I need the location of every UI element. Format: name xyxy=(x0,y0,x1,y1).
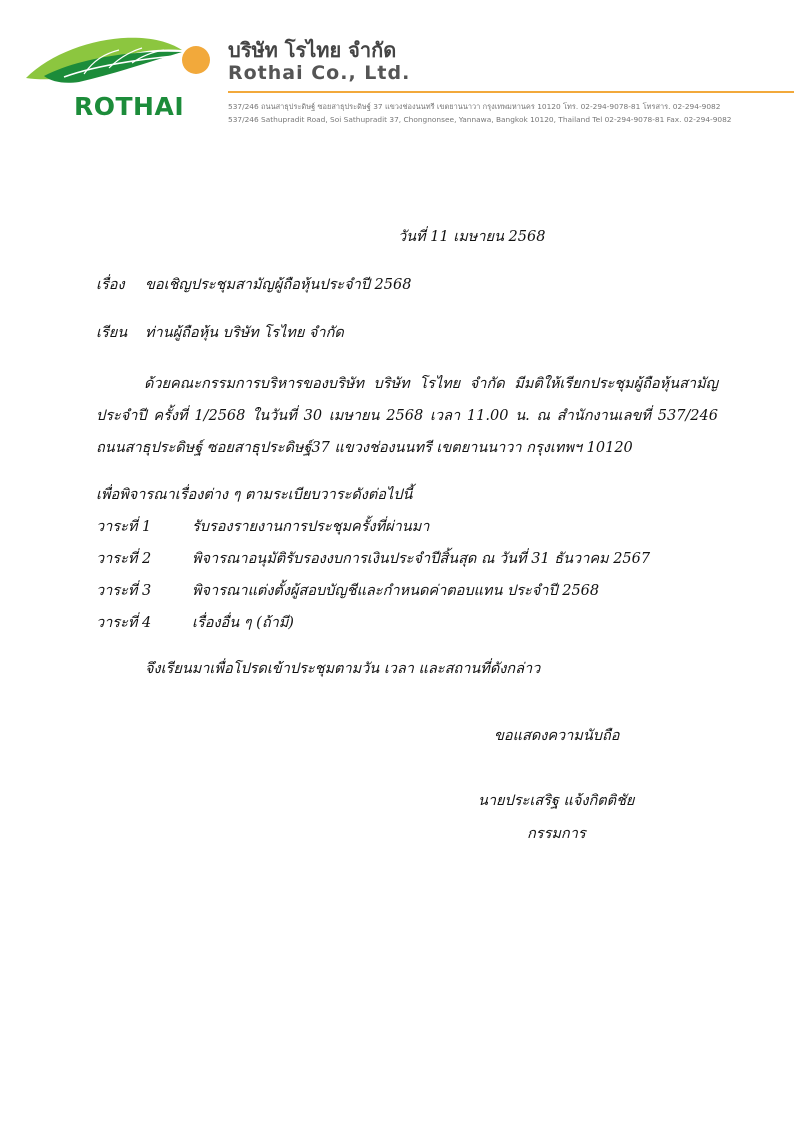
agenda-item-4-label: วาระที่ 4 xyxy=(96,615,152,631)
signer-name: นายประเสริฐ แจ้งกิตติชัย xyxy=(478,793,635,809)
agenda-intro: เพื่อพิจารณาเรื่องต่าง ๆ ตามระเบียบวาระดังต่อไปนี้ xyxy=(96,487,413,503)
agenda-item-1-text: รับรองรายงานการประชุมครั้งที่ผ่านมา xyxy=(192,519,430,535)
header-divider xyxy=(228,91,794,93)
company-logo xyxy=(24,30,224,125)
address-english: 537/246 Sathupradit Road, Soi Sathupradit 37, Chongnonsee, Yannawa, Bangkok 10120, Thailand Tel 02-294-9078-81 Fax. 02-294-9082 xyxy=(228,115,732,124)
company-name-english: Rothai Co., Ltd. xyxy=(228,62,411,84)
agenda-item-3-text: พิจารณาแต่งตั้งผู้สอบบัญชีและกำหนดค่าตอบแทน ประจำปี 2568 xyxy=(192,583,600,599)
letter-date: วันที่ 11 เมษายน 2568 xyxy=(398,229,546,245)
signer-title: กรรมการ xyxy=(527,826,586,842)
company-name-thai: บริษัท โรไทย จำกัด xyxy=(228,38,397,62)
agenda-item-2-text: พิจารณาอนุมัติรับรองงบการเงินประจำปีสิ้นสุด ณ วันที่ 31 ธันวาคม 2567 xyxy=(192,551,651,567)
agenda-item-2-label: วาระที่ 2 xyxy=(96,551,152,567)
agenda-item-3-label: วาระที่ 3 xyxy=(96,583,152,599)
subject-label: เรื่อง xyxy=(96,277,125,293)
address-thai: 537/246 ถนนสาธุประดิษฐ์ ซอยสาธุประดิษฐ์ 37 แขวงช่องนนทรี เขตยานนาวา กรุงเทพมหานคร 10120 โทร. 02-294-9078-81 โทรสาร. 02-294-9082 xyxy=(228,102,721,111)
logo-wordmark: ROTHAI xyxy=(74,92,185,121)
recipient-text: ท่านผู้ถือหุ้น บริษัท โรไทย จำกัด xyxy=(145,325,344,341)
closing-sentence: จึงเรียนมาเพื่อโปรดเข้าประชุมตามวัน เวลา และสถานที่ดังกล่าว xyxy=(145,661,541,677)
agenda-item-4-text: เรื่องอื่น ๆ (ถ้ามี) xyxy=(192,615,294,631)
agenda-item-1-label: วาระที่ 1 xyxy=(96,519,152,535)
invitation-paragraph: ด้วยคณะกรรมการบริหารของบริษัท บริษัท โรไทย จำกัด มีมติให้เรียกประชุมผู้ถือหุ้นสามัญประจำปี ครั้งที่ 1/2568 ในวันที่ 30 เมษายน 2568 เวลา 11.00 น. ณ สำนักงานเลขที่ 537/246 ถนนสาธุประดิษฐ์ ซอยสาธุประดิษฐ์37 แขวงช่องนนทรี เขตยานนาวา กรุงเทพฯ 10120 xyxy=(96,376,718,456)
closing-regards: ขอแสดงความนับถือ xyxy=(494,728,620,744)
subject-text: ขอเชิญประชุมสามัญผู้ถือหุ้นประจำปี 2568 xyxy=(145,277,412,293)
recipient-label: เรียน xyxy=(96,325,128,341)
